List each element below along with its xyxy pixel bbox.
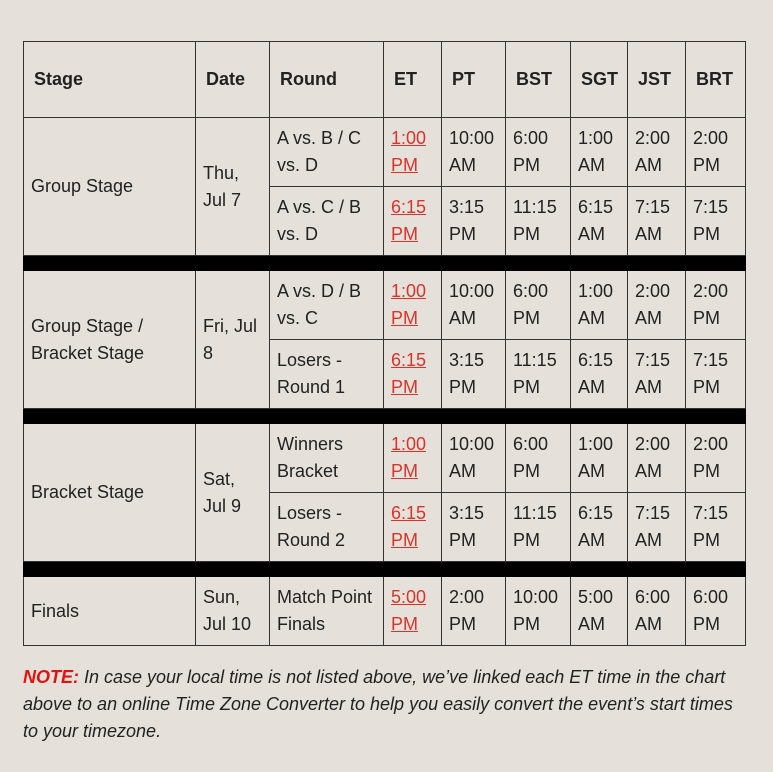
sgt-cell: 6:15 AM	[571, 493, 628, 562]
stage-cell: Group Stage / Bracket Stage	[24, 271, 196, 409]
sgt-cell: 6:15 AM	[571, 187, 628, 256]
bst-cell: 11:15 PM	[506, 493, 571, 562]
pt-cell: 2:00 PM	[442, 577, 506, 646]
pt-cell: 10:00 AM	[442, 118, 506, 187]
separator-bar	[24, 409, 746, 424]
separator-row	[24, 409, 746, 424]
date-cell: Sat, Jul 9	[196, 424, 270, 562]
round-cell: A vs. C / B vs. D	[270, 187, 384, 256]
header-et: ET	[384, 42, 442, 118]
round-cell: Winners Bracket	[270, 424, 384, 493]
et-time-link[interactable]: 6:15 PM	[391, 197, 427, 244]
jst-cell: 2:00 AM	[628, 118, 686, 187]
bst-cell: 6:00 PM	[506, 424, 571, 493]
table-row	[24, 118, 746, 187]
separator-bar	[24, 562, 746, 577]
jst-cell: 7:15 AM	[628, 340, 686, 409]
date-cell: Sun, Jul 10	[196, 577, 270, 646]
schedule-table	[23, 41, 746, 646]
round-cell: Losers - Round 1	[270, 340, 384, 409]
round-cell: Match Point Finals	[270, 577, 384, 646]
et-cell	[384, 577, 442, 646]
et-time-link[interactable]: 5:00 PM	[391, 587, 427, 634]
et-cell	[384, 424, 442, 493]
pt-cell: 3:15 PM	[442, 493, 506, 562]
header-brt: BRT	[686, 42, 746, 118]
et-cell	[384, 271, 442, 340]
separator-row	[24, 562, 746, 577]
et-cell	[384, 118, 442, 187]
jst-cell: 6:00 AM	[628, 577, 686, 646]
et-cell	[384, 493, 442, 562]
header-row	[24, 42, 746, 118]
jst-cell: 2:00 AM	[628, 271, 686, 340]
bst-cell: 6:00 PM	[506, 271, 571, 340]
date-cell: Fri, Jul 8	[196, 271, 270, 409]
stage-cell: Finals	[24, 577, 196, 646]
timezone-note	[23, 664, 745, 745]
brt-cell: 7:15 PM	[686, 493, 746, 562]
et-cell	[384, 340, 442, 409]
stage-cell: Bracket Stage	[24, 424, 196, 562]
et-time-link[interactable]: 1:00 PM	[391, 434, 427, 481]
round-cell: A vs. D / B vs. C	[270, 271, 384, 340]
header-bst: BST	[506, 42, 571, 118]
pt-cell: 10:00 AM	[442, 271, 506, 340]
jst-cell: 2:00 AM	[628, 424, 686, 493]
sgt-cell: 5:00 AM	[571, 577, 628, 646]
header-pt: PT	[442, 42, 506, 118]
separator-bar	[24, 256, 746, 271]
note-label: NOTE:	[23, 667, 79, 687]
note-text: In case your local time is not listed above, we’ve linked each ET time in the chart above to an online Time Zone Converter to help you easily convert the event’s start times to your timezone.	[23, 667, 733, 741]
round-cell: A vs. B / C vs. D	[270, 118, 384, 187]
brt-cell: 7:15 PM	[686, 340, 746, 409]
table-row	[24, 424, 746, 493]
header-stage: Stage	[24, 42, 196, 118]
sgt-cell: 1:00 AM	[571, 271, 628, 340]
brt-cell: 2:00 PM	[686, 424, 746, 493]
brt-cell: 6:00 PM	[686, 577, 746, 646]
pt-cell: 10:00 AM	[442, 424, 506, 493]
sgt-cell: 6:15 AM	[571, 340, 628, 409]
header-date: Date	[196, 42, 270, 118]
bst-cell: 11:15 PM	[506, 187, 571, 256]
jst-cell: 7:15 AM	[628, 493, 686, 562]
et-cell	[384, 187, 442, 256]
et-time-link[interactable]: 1:00 PM	[391, 128, 427, 175]
stage-cell: Group Stage	[24, 118, 196, 256]
schedule-container	[23, 41, 745, 763]
brt-cell: 7:15 PM	[686, 187, 746, 256]
sgt-cell: 1:00 AM	[571, 118, 628, 187]
header-jst: JST	[628, 42, 686, 118]
brt-cell: 2:00 PM	[686, 118, 746, 187]
sgt-cell: 1:00 AM	[571, 424, 628, 493]
bst-cell: 11:15 PM	[506, 340, 571, 409]
round-cell: Losers - Round 2	[270, 493, 384, 562]
header-round: Round	[270, 42, 384, 118]
bst-cell: 10:00 PM	[506, 577, 571, 646]
date-cell: Thu, Jul 7	[196, 118, 270, 256]
table-row	[24, 577, 746, 646]
table-row	[24, 271, 746, 340]
pt-cell: 3:15 PM	[442, 340, 506, 409]
et-time-link[interactable]: 1:00 PM	[391, 281, 427, 328]
separator-row	[24, 256, 746, 271]
header-sgt: SGT	[571, 42, 628, 118]
bst-cell: 6:00 PM	[506, 118, 571, 187]
et-time-link[interactable]: 6:15 PM	[391, 350, 427, 397]
et-time-link[interactable]: 6:15 PM	[391, 503, 427, 550]
jst-cell: 7:15 AM	[628, 187, 686, 256]
pt-cell: 3:15 PM	[442, 187, 506, 256]
brt-cell: 2:00 PM	[686, 271, 746, 340]
